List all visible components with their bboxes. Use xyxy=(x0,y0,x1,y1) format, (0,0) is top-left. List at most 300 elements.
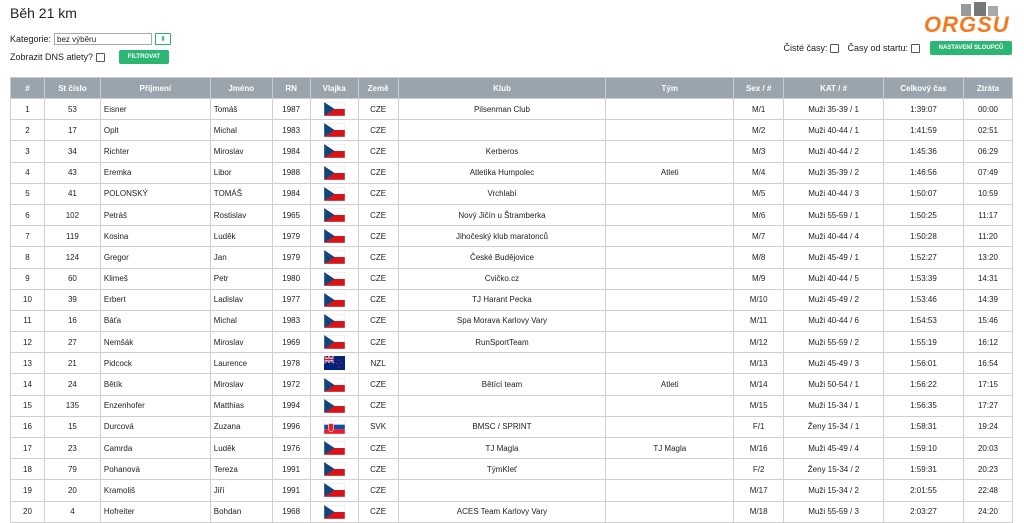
team-cell xyxy=(606,310,734,331)
bib-cell: 20 xyxy=(44,480,100,501)
table-row[interactable] xyxy=(11,332,1013,353)
loss-cell: 14:31 xyxy=(963,268,1012,289)
surname-cell: Nemšák xyxy=(100,332,210,353)
year-cell: 1983 xyxy=(272,310,310,331)
total-time-cell: 1:56:01 xyxy=(884,353,964,374)
table-row[interactable] xyxy=(11,353,1013,374)
loss-cell: 02:51 xyxy=(963,120,1012,141)
table-row[interactable] xyxy=(11,247,1013,268)
name-cell: Luděk xyxy=(210,438,272,459)
country-cell: CZE xyxy=(358,438,398,459)
year-cell: 1984 xyxy=(272,183,310,204)
club-cell: TýmKleť xyxy=(398,459,606,480)
country-cell: CZE xyxy=(358,332,398,353)
name-cell: Michal xyxy=(210,120,272,141)
country-cell: CZE xyxy=(358,374,398,395)
total-time-cell: 1:54:53 xyxy=(884,310,964,331)
club-cell xyxy=(398,353,606,374)
sex-rank-cell: M/3 xyxy=(734,141,784,162)
year-cell: 1968 xyxy=(272,501,310,522)
surname-cell: Hofreiter xyxy=(100,501,210,522)
cze-flag-icon xyxy=(324,399,345,413)
surname-cell: Camrda xyxy=(100,438,210,459)
table-header-row xyxy=(11,78,1013,99)
sex-rank-cell: F/2 xyxy=(734,459,784,480)
flag-cell xyxy=(310,226,358,247)
cze-flag-icon xyxy=(324,293,345,307)
column-header-year[interactable]: RN xyxy=(272,78,310,99)
svk-flag-icon xyxy=(324,420,345,434)
column-settings-button[interactable]: NASTAVENÍ SLOUPCŮ xyxy=(930,41,1012,55)
rank-cell: 10 xyxy=(11,289,45,310)
bib-cell: 15 xyxy=(44,416,100,437)
loss-cell: 24:20 xyxy=(963,501,1012,522)
rank-cell: 18 xyxy=(11,459,45,480)
club-cell: Vrchlabí xyxy=(398,183,606,204)
country-cell: CZE xyxy=(358,480,398,501)
year-cell: 1977 xyxy=(272,289,310,310)
rank-cell: 13 xyxy=(11,353,45,374)
loss-cell: 20:23 xyxy=(963,459,1012,480)
surname-cell: Erbert xyxy=(100,289,210,310)
loss-cell: 11:17 xyxy=(963,204,1012,225)
total-time-cell: 2:01:55 xyxy=(884,480,964,501)
name-cell: Luděk xyxy=(210,226,272,247)
bib-cell: 119 xyxy=(44,226,100,247)
table-row[interactable] xyxy=(11,289,1013,310)
year-cell: 1979 xyxy=(272,226,310,247)
bib-cell: 124 xyxy=(44,247,100,268)
sex-rank-cell: M/15 xyxy=(734,395,784,416)
bib-cell: 53 xyxy=(44,99,100,120)
country-cell: CZE xyxy=(358,226,398,247)
category-label: Kategorie: xyxy=(10,34,52,44)
surname-cell: Petráš xyxy=(100,204,210,225)
country-cell: CZE xyxy=(358,459,398,480)
bib-cell: 23 xyxy=(44,438,100,459)
column-header-loss[interactable]: Ztráta xyxy=(963,78,1012,99)
team-cell xyxy=(606,501,734,522)
rank-cell: 19 xyxy=(11,480,45,501)
club-cell: Atletika Humpolec xyxy=(398,162,606,183)
dns-checkbox[interactable] xyxy=(96,53,105,62)
category-rank-cell: Muži 55-59 / 1 xyxy=(784,204,884,225)
surname-cell: Enzenhofer xyxy=(100,395,210,416)
cze-flag-icon xyxy=(324,483,345,497)
year-cell: 1988 xyxy=(272,162,310,183)
team-cell xyxy=(606,268,734,289)
filter-button[interactable]: FILTROVAT xyxy=(119,50,169,64)
sex-rank-cell: M/5 xyxy=(734,183,784,204)
total-time-cell: 1:46:56 xyxy=(884,162,964,183)
flag-cell xyxy=(310,374,358,395)
name-cell: Jiří xyxy=(210,480,272,501)
loss-cell: 17:27 xyxy=(963,395,1012,416)
year-cell: 1978 xyxy=(272,353,310,374)
team-cell xyxy=(606,332,734,353)
column-header-team[interactable]: Tým xyxy=(606,78,734,99)
country-cell: CZE xyxy=(358,247,398,268)
table-row[interactable] xyxy=(11,120,1013,141)
table-row[interactable] xyxy=(11,310,1013,331)
results-table xyxy=(10,77,1013,523)
category-rank-cell: Muži 55-59 / 3 xyxy=(784,501,884,522)
table-row[interactable] xyxy=(11,204,1013,225)
sex-rank-cell: M/11 xyxy=(734,310,784,331)
column-header-category[interactable]: KAT / # xyxy=(784,78,884,99)
flag-cell xyxy=(310,353,358,374)
flag-cell xyxy=(310,459,358,480)
country-cell: CZE xyxy=(358,120,398,141)
flag-cell xyxy=(310,480,358,501)
column-header-flag[interactable]: Vlajka xyxy=(310,78,358,99)
total-time-cell: 1:59:31 xyxy=(884,459,964,480)
surname-cell: Pohanová xyxy=(100,459,210,480)
category-rank-cell: Muži 55-59 / 2 xyxy=(784,332,884,353)
total-time-cell: 1:53:46 xyxy=(884,289,964,310)
cze-flag-icon xyxy=(324,166,345,180)
name-cell: Zuzana xyxy=(210,416,272,437)
filter-panel xyxy=(10,32,171,64)
category-rank-cell: Muži 15-34 / 1 xyxy=(784,395,884,416)
country-cell: CZE xyxy=(358,395,398,416)
loss-cell: 13:20 xyxy=(963,247,1012,268)
start-times-label: Časy od startu: xyxy=(847,43,908,53)
column-header-rank[interactable]: # xyxy=(11,78,45,99)
surname-cell: Bětík xyxy=(100,374,210,395)
category-rank-cell: Muži 40-44 / 3 xyxy=(784,183,884,204)
total-time-cell: 1:52:27 xyxy=(884,247,964,268)
bib-cell: 79 xyxy=(44,459,100,480)
start-times-checkbox[interactable] xyxy=(911,44,920,53)
surname-cell: Kosina xyxy=(100,226,210,247)
column-header-name[interactable]: Jméno xyxy=(210,78,272,99)
flag-cell xyxy=(310,247,358,268)
bib-cell: 34 xyxy=(44,141,100,162)
sex-rank-cell: M/13 xyxy=(734,353,784,374)
column-header-surname[interactable]: Příjmení xyxy=(100,78,210,99)
flag-cell xyxy=(310,501,358,522)
club-cell: TJ Harant Pecka xyxy=(398,289,606,310)
team-cell xyxy=(606,459,734,480)
club-cell: Kerberos xyxy=(398,141,606,162)
country-cell: CZE xyxy=(358,162,398,183)
total-time-cell: 1:41:59 xyxy=(884,120,964,141)
table-row[interactable] xyxy=(11,268,1013,289)
category-rank-cell: Ženy 15-34 / 1 xyxy=(784,416,884,437)
column-header-sex[interactable]: Sex / # xyxy=(734,78,784,99)
table-row[interactable] xyxy=(11,459,1013,480)
bib-cell: 24 xyxy=(44,374,100,395)
column-header-country[interactable]: Země xyxy=(358,78,398,99)
total-time-cell: 1:50:28 xyxy=(884,226,964,247)
rank-cell: 12 xyxy=(11,332,45,353)
year-cell: 1996 xyxy=(272,416,310,437)
rank-cell: 16 xyxy=(11,416,45,437)
cze-flag-icon xyxy=(324,441,345,455)
team-cell xyxy=(606,183,734,204)
bib-cell: 16 xyxy=(44,310,100,331)
surname-cell: Eremka xyxy=(100,162,210,183)
table-row[interactable] xyxy=(11,141,1013,162)
clean-times-checkbox[interactable] xyxy=(830,44,839,53)
loss-cell: 10:59 xyxy=(963,183,1012,204)
surname-cell: Richter xyxy=(100,141,210,162)
loss-cell: 11:20 xyxy=(963,226,1012,247)
sex-rank-cell: M/7 xyxy=(734,226,784,247)
name-cell: Bohdan xyxy=(210,501,272,522)
bib-cell: 43 xyxy=(44,162,100,183)
category-rank-cell: Muži 45-49 / 4 xyxy=(784,438,884,459)
loss-cell: 15:46 xyxy=(963,310,1012,331)
bib-cell: 39 xyxy=(44,289,100,310)
category-select[interactable]: bez výběru xyxy=(54,33,152,45)
year-cell: 1991 xyxy=(272,459,310,480)
table-row[interactable] xyxy=(11,162,1013,183)
sex-rank-cell: M/17 xyxy=(734,480,784,501)
sex-rank-cell: M/16 xyxy=(734,438,784,459)
loss-cell: 00:00 xyxy=(963,99,1012,120)
table-row[interactable] xyxy=(11,480,1013,501)
cze-flag-icon xyxy=(324,144,345,158)
bib-cell: 102 xyxy=(44,204,100,225)
club-cell: Cvičko.cz xyxy=(398,268,606,289)
country-cell: CZE xyxy=(358,183,398,204)
bib-cell: 4 xyxy=(44,501,100,522)
category-rank-cell: Muži 45-49 / 1 xyxy=(784,247,884,268)
name-cell: Jan xyxy=(210,247,272,268)
category-rank-cell: Muži 50-54 / 1 xyxy=(784,374,884,395)
time-options xyxy=(783,41,1012,55)
loss-cell: 06:29 xyxy=(963,141,1012,162)
country-cell: CZE xyxy=(358,204,398,225)
name-cell: Tomáš xyxy=(210,99,272,120)
year-cell: 1991 xyxy=(272,480,310,501)
category-rank-cell: Muži 35-39 / 1 xyxy=(784,99,884,120)
rank-cell: 1 xyxy=(11,99,45,120)
total-time-cell: 1:50:25 xyxy=(884,204,964,225)
rank-cell: 5 xyxy=(11,183,45,204)
rank-cell: 17 xyxy=(11,438,45,459)
sex-rank-cell: M/1 xyxy=(734,99,784,120)
surname-cell: Durcová xyxy=(100,416,210,437)
column-header-total-time[interactable]: Celkový čas xyxy=(884,78,964,99)
table-row[interactable] xyxy=(11,501,1013,522)
category-rank-cell: Muži 40-44 / 4 xyxy=(784,226,884,247)
category-rank-cell: Muži 40-44 / 2 xyxy=(784,141,884,162)
column-header-bib[interactable]: St číslo xyxy=(44,78,100,99)
year-cell: 1980 xyxy=(272,268,310,289)
loss-cell: 07:49 xyxy=(963,162,1012,183)
total-time-cell: 1:59:10 xyxy=(884,438,964,459)
sex-rank-cell: M/10 xyxy=(734,289,784,310)
total-time-cell: 1:56:22 xyxy=(884,374,964,395)
rank-cell: 4 xyxy=(11,162,45,183)
club-cell: BMSC / SPRINT xyxy=(398,416,606,437)
category-rank-cell: Muži 40-44 / 6 xyxy=(784,310,884,331)
name-cell: Rostislav xyxy=(210,204,272,225)
flag-cell xyxy=(310,120,358,141)
nzl-flag-icon xyxy=(324,356,345,370)
name-cell: TOMÁŠ xyxy=(210,183,272,204)
total-time-cell: 1:56:35 xyxy=(884,395,964,416)
category-rank-cell: Muži 45-49 / 2 xyxy=(784,289,884,310)
team-cell xyxy=(606,204,734,225)
flag-cell xyxy=(310,438,358,459)
logo-text: ORGSU xyxy=(924,12,1010,37)
name-cell: Libor xyxy=(210,162,272,183)
rank-cell: 6 xyxy=(11,204,45,225)
name-cell: Miroslav xyxy=(210,374,272,395)
loss-cell: 14:39 xyxy=(963,289,1012,310)
club-cell: Pilsenman Club xyxy=(398,99,606,120)
rank-cell: 20 xyxy=(11,501,45,522)
cze-flag-icon xyxy=(324,378,345,392)
year-cell: 1972 xyxy=(272,374,310,395)
cze-flag-icon xyxy=(324,250,345,264)
team-cell: TJ Magla xyxy=(606,438,734,459)
year-cell: 1987 xyxy=(272,99,310,120)
surname-cell: Báťa xyxy=(100,310,210,331)
cze-flag-icon xyxy=(324,102,345,116)
loss-cell: 16:12 xyxy=(963,332,1012,353)
rank-cell: 15 xyxy=(11,395,45,416)
loss-cell: 16:54 xyxy=(963,353,1012,374)
country-cell: NZL xyxy=(358,353,398,374)
flag-cell xyxy=(310,416,358,437)
team-cell xyxy=(606,289,734,310)
year-cell: 1976 xyxy=(272,438,310,459)
flag-cell xyxy=(310,332,358,353)
club-cell: Bětící team xyxy=(398,374,606,395)
page-title: Běh 21 km xyxy=(10,5,77,21)
flag-cell xyxy=(310,183,358,204)
total-time-cell: 1:58:31 xyxy=(884,416,964,437)
sex-rank-cell: M/6 xyxy=(734,204,784,225)
year-cell: 1979 xyxy=(272,247,310,268)
category-stepper-icon[interactable]: ⬍ xyxy=(155,33,171,45)
results-body xyxy=(11,99,1013,523)
surname-cell: Pidcock xyxy=(100,353,210,374)
name-cell: Michal xyxy=(210,310,272,331)
rank-cell: 7 xyxy=(11,226,45,247)
flag-cell xyxy=(310,99,358,120)
surname-cell: Eisner xyxy=(100,99,210,120)
year-cell: 1984 xyxy=(272,141,310,162)
country-cell: CZE xyxy=(358,99,398,120)
table-row[interactable] xyxy=(11,374,1013,395)
sex-rank-cell: F/1 xyxy=(734,416,784,437)
name-cell: Tereza xyxy=(210,459,272,480)
year-cell: 1965 xyxy=(272,204,310,225)
sex-rank-cell: M/14 xyxy=(734,374,784,395)
loss-cell: 17:15 xyxy=(963,374,1012,395)
column-header-club[interactable]: Klub xyxy=(398,78,606,99)
surname-cell: Kramoliš xyxy=(100,480,210,501)
name-cell: Petr xyxy=(210,268,272,289)
club-cell xyxy=(398,480,606,501)
dns-label: Zobrazit DNS atlety? xyxy=(10,52,94,62)
bib-cell: 60 xyxy=(44,268,100,289)
name-cell: Laurence xyxy=(210,353,272,374)
team-cell xyxy=(606,120,734,141)
country-cell: SVK xyxy=(358,416,398,437)
country-cell: CZE xyxy=(358,289,398,310)
country-cell: CZE xyxy=(358,310,398,331)
rank-cell: 11 xyxy=(11,310,45,331)
loss-cell: 19:24 xyxy=(963,416,1012,437)
bib-cell: 135 xyxy=(44,395,100,416)
team-cell xyxy=(606,353,734,374)
club-cell: Nový Jičín u Štramberka xyxy=(398,204,606,225)
flag-cell xyxy=(310,204,358,225)
rank-cell: 14 xyxy=(11,374,45,395)
cze-flag-icon xyxy=(324,462,345,476)
table-row[interactable] xyxy=(11,99,1013,120)
team-cell xyxy=(606,395,734,416)
sex-rank-cell: M/12 xyxy=(734,332,784,353)
bib-cell: 21 xyxy=(44,353,100,374)
cze-flag-icon xyxy=(324,123,345,137)
rank-cell: 9 xyxy=(11,268,45,289)
clean-times-label: Čisté časy: xyxy=(783,43,828,53)
loss-cell: 22:48 xyxy=(963,480,1012,501)
sex-rank-cell: M/2 xyxy=(734,120,784,141)
team-cell xyxy=(606,416,734,437)
table-row[interactable] xyxy=(11,226,1013,247)
total-time-cell: 1:39:07 xyxy=(884,99,964,120)
table-row[interactable] xyxy=(11,183,1013,204)
total-time-cell: 1:45:36 xyxy=(884,141,964,162)
club-cell: Jihočeský klub maratonců xyxy=(398,226,606,247)
category-rank-cell: Muži 15-34 / 2 xyxy=(784,480,884,501)
flag-cell xyxy=(310,289,358,310)
cze-flag-icon xyxy=(324,314,345,328)
table-row[interactable] xyxy=(11,416,1013,437)
team-cell xyxy=(606,226,734,247)
team-cell xyxy=(606,141,734,162)
category-rank-cell: Muži 40-44 / 5 xyxy=(784,268,884,289)
total-time-cell: 1:50:07 xyxy=(884,183,964,204)
surname-cell: POLONSKÝ xyxy=(100,183,210,204)
year-cell: 1969 xyxy=(272,332,310,353)
table-row[interactable] xyxy=(11,438,1013,459)
team-cell: Atleti xyxy=(606,162,734,183)
cze-flag-icon xyxy=(324,335,345,349)
category-rank-cell: Muži 35-39 / 2 xyxy=(784,162,884,183)
club-cell: České Budějovice xyxy=(398,247,606,268)
club-cell: TJ Magla xyxy=(398,438,606,459)
club-cell: Spa Morava Karlovy Vary xyxy=(398,310,606,331)
category-rank-cell: Muži 45-49 / 3 xyxy=(784,353,884,374)
team-cell: Atleti xyxy=(606,374,734,395)
sex-rank-cell: M/18 xyxy=(734,501,784,522)
category-rank-cell: Muži 40-44 / 1 xyxy=(784,120,884,141)
year-cell: 1994 xyxy=(272,395,310,416)
bib-cell: 41 xyxy=(44,183,100,204)
team-cell xyxy=(606,99,734,120)
sex-rank-cell: M/9 xyxy=(734,268,784,289)
cze-flag-icon xyxy=(324,187,345,201)
country-cell: CZE xyxy=(358,141,398,162)
orgsu-logo[interactable] xyxy=(924,2,1014,36)
year-cell: 1983 xyxy=(272,120,310,141)
table-row[interactable] xyxy=(11,395,1013,416)
surname-cell: Oplt xyxy=(100,120,210,141)
club-cell: RunSportTeam xyxy=(398,332,606,353)
team-cell xyxy=(606,480,734,501)
club-cell: ACES Team Karlovy Vary xyxy=(398,501,606,522)
